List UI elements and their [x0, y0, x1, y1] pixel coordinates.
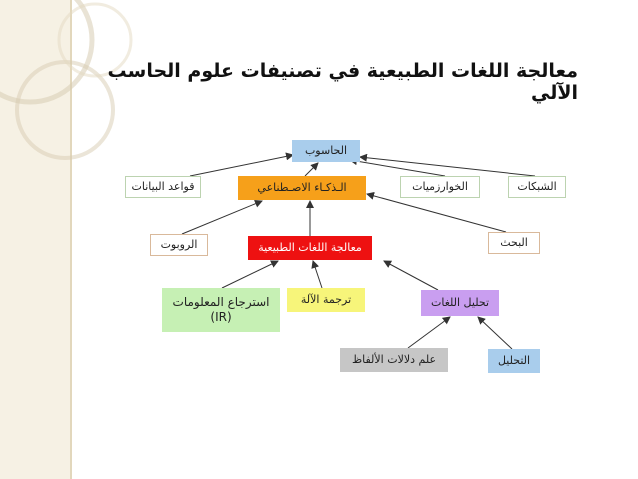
edge-db-to-computer: [190, 155, 293, 176]
node-nlp-label: معالجة اللغات الطبيعية: [258, 241, 362, 255]
node-ai: [238, 176, 366, 200]
node-search-label: البحث: [500, 236, 528, 250]
node-databases-label: قواعد البيانات: [131, 180, 195, 194]
edge-algo-to-computer: [350, 160, 445, 176]
edge-mt-to-nlp: [313, 261, 322, 288]
node-databases: [125, 176, 201, 198]
edge-search-to-ai: [367, 194, 506, 232]
node-networks-label: الشبكات: [517, 180, 557, 194]
node-networks: [508, 176, 566, 198]
edge-sem-to-lang: [408, 317, 450, 348]
node-computer-label: الحاسوب: [304, 144, 348, 158]
node-ir-abbr: (IR): [210, 310, 232, 324]
node-machine-translation: [287, 288, 365, 312]
slide-title: معالجة اللغات الطبيعية في تصنيفات علوم الحاسب الآلي: [107, 60, 578, 104]
node-algorithms: [400, 176, 480, 198]
node-analysis-label: التحليل: [497, 354, 531, 368]
node-robot: [150, 234, 208, 256]
node-language-analysis: [421, 290, 499, 316]
node-information-retrieval: [162, 288, 280, 332]
edge-ir-to-nlp: [222, 261, 278, 288]
node-semantics: [340, 348, 448, 372]
node-ir-label: استرجاع المعلومات: [172, 295, 270, 309]
edge-ai-to-computer: [305, 163, 318, 176]
node-mt-label: ترجمة الآلة: [300, 293, 352, 307]
node-search: [488, 232, 540, 254]
node-computer: [292, 140, 360, 162]
node-language-analysis-label: تحليل اللغات: [431, 296, 490, 310]
edge-analysis-to-lang: [478, 317, 512, 349]
node-algorithms-label: الخوارزميات: [412, 180, 468, 194]
node-semantics-label: علم دلالات الألفاظ: [351, 353, 437, 367]
edge-lang-to-nlp: [384, 261, 438, 290]
node-ai-label: الـذكـاء الاصـطناعي: [257, 181, 347, 195]
node-analysis: [488, 349, 540, 373]
node-nlp: [248, 236, 372, 260]
edge-robot-to-ai: [182, 201, 262, 234]
node-robot-label: الروبوت: [160, 238, 198, 252]
